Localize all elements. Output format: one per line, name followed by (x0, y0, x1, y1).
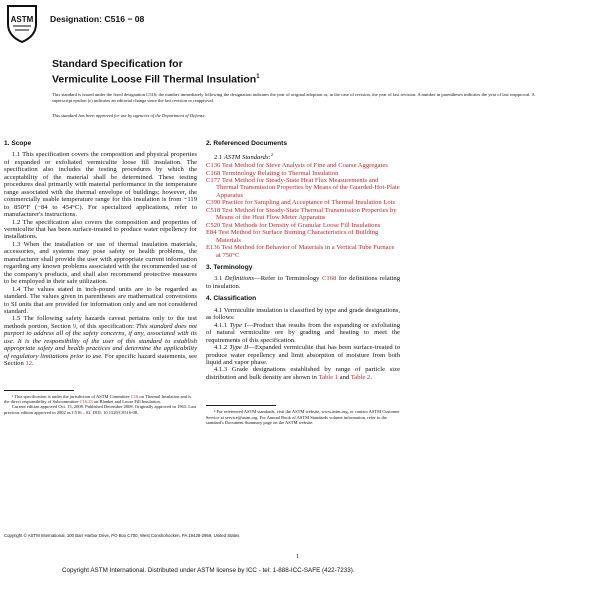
paragraph-4-1-2: 4.1.2 Type II—Expanded vermiculite that has been surface-treated to produce water repellency and limit absorption of moisture from both liquid and vapor phase. (206, 344, 401, 366)
paragraph-3-1: 3.1 Definitions—Refer to Terminology C168 for definitions relating to insulation. (206, 275, 400, 290)
astm-standards-label: 2.1 ASTM Standards:$^2$ (214, 152, 273, 162)
title-line-1: Standard Specification for (52, 58, 183, 70)
issuance-note: This standard is issued under the fixed designation C516; the number immediately following the designation indicates the year of original adoption or, in the case of revision, the year of last revision. A number in parentheses indicates the year of last reapproval. A superscript epsilon (ε) indicates an editorial change since the last revision or reapproval. (52, 92, 535, 103)
section-9-link[interactable]: 9 (72, 322, 76, 330)
astm-logo (4, 4, 40, 44)
footnote-rule (4, 390, 74, 391)
footnote-1: ¹ This specification is under the jurisdiction of ASTM Committee C16 on Thermal Insulation and is the direct responsibility of Subcommittee C16.23 on Blanket and Loose Fill Insulation. (4, 393, 192, 404)
title-line-2: Vermiculite Loose Fill Thermal Insulation$^1$ (52, 73, 260, 85)
copyright-line: Copyright © ASTM International, 100 Barr Harbor Drive, PO Box C700, West Conshohocken, PA 19428-2959, United States (4, 533, 240, 538)
reference-title: Test Method for Steady-State Heat Flux Measurements and Thermal Transmission Properties by Means of the Guarded-Hot-Plate Apparatus (216, 177, 400, 199)
table-2-link[interactable]: Table 2 (350, 373, 371, 381)
terminology-heading: 3. Terminology (206, 263, 253, 271)
reference-title: Test Method for Sieve Analysis of Fine and Coarse Aggregates (221, 162, 388, 170)
reference-item (206, 207, 400, 222)
document-title (52, 58, 482, 86)
paragraph-1-4: 1.4 The values stated in inch-pound units are to be regarded as standard. The values given in parentheses are mathematical conversions to SI units that are provided for information only and are not considered standard. (4, 285, 197, 315)
reference-code-link[interactable]: E136 (206, 244, 220, 252)
classification-heading: 4. Classification (206, 295, 257, 303)
reference-code-link[interactable]: E84 (206, 229, 217, 237)
table-1-link[interactable]: Table 1 (318, 373, 339, 381)
reference-item (206, 162, 400, 169)
footnote-rule-2 (206, 405, 276, 406)
paragraph-1-2: 1.2 The specification also covers the composition and properties of vermiculite that has been surface-treated to produce water repellency for installations. (4, 218, 197, 241)
paragraph-4-1-1: 4.1.1 Type I—Product that results from the expanding or exfoliating of natural vermiculite ore by grading and heating to meet the requirements of this specification. (206, 321, 401, 344)
reference-code-link[interactable]: C168 (206, 169, 221, 177)
reference-code-link[interactable]: C390 (206, 199, 221, 207)
reference-item (206, 177, 400, 199)
reference-title: Test Method for Surface Burning Characteristics of Building Materials (216, 229, 379, 244)
reference-code-link[interactable]: C177 (206, 177, 221, 184)
svg-text:ASTM: ASTM (10, 15, 34, 24)
reference-title: Practice for Sampling and Acceptance of Thermal Insulation Lots (221, 199, 396, 207)
reference-title: Test Method for Behavior of Materials in a Vertical Tube Furnace at 750°C (216, 244, 395, 259)
designation: Designation: C516 − 08 (50, 14, 145, 24)
section-12-link[interactable]: 12 (25, 360, 33, 368)
reference-item (206, 244, 400, 259)
approval-note: This standard has been approved for use by agencies of the Department of Defense. (52, 113, 206, 118)
reference-item (206, 170, 400, 177)
paragraph-1-3: 1.3 When the installation or use of thermal insulation materials, accessories, and systems may pose safety or health problems, the manufacturer shall provide the user with appropriate current information regarding any known problems associated with the recommended use of the company's products, and shall also recommend protective measures to be employed in their safe utilization. (4, 240, 197, 286)
paragraph-4-1: 4.1 Vermiculite insulation is classified by type and grade designations, as follows: (206, 306, 400, 322)
paragraph-1-5: 1.5 The following safety hazards caveat pertains only to the test methods portion, Section 9, of this specification: This standard does not purport to address all of the safety concerns, if any, associated with its use. It is the responsibility of the user of this standard to establish appropriate safety and health practices and determine the applicability of regulatory limitations prior to use. For specific hazard statements, see Section 12. (4, 315, 198, 368)
reference-code-link[interactable]: C520 (206, 221, 221, 229)
reference-item (206, 199, 400, 206)
left-column (4, 140, 197, 415)
reference-title: Test Methods for Density of Granular Loose Fill Insulations (221, 221, 381, 229)
reference-list (206, 162, 400, 259)
reference-code-link[interactable]: C136 (206, 162, 221, 170)
footnote-1-edition: Current edition approved Oct. 15, 2008. Published December 2008. Originally approved in 1963. Last previous edition approved in 2002 as C516 – 02. DOI: 10.1520/C0516-08. (4, 404, 196, 415)
reference-title: Test Method for Steady-State Thermal Transmission Properties by Means of the Heat Flow Meter Apparatus (216, 206, 397, 222)
paragraph-1-1: 1.1 This specification covers the composition and physical properties of expanded or exfoliated vermiculite loose fill insulation. The specification also includes the testing procedures by which the acceptability of the material shall be determined. These testing procedures deal primarily with material performance in the temperature range associated with the thermal envelope of buildings; however, the commercially usable temperature range for this insulation is from −119 to 850°F (−84 to 454°C). For specialized applications, refer to manufacturer's instructions. (4, 151, 197, 219)
page-number: 1 (296, 553, 300, 560)
references-heading: 2. Referenced Documents (206, 140, 287, 147)
reference-item (206, 222, 400, 229)
right-column (206, 140, 400, 426)
c16-link[interactable]: C16 (130, 393, 139, 399)
c16-23-link[interactable]: C16.23 (79, 399, 93, 404)
reference-code-link[interactable]: C518 (206, 206, 221, 214)
paragraph-4-1-3: 4.1.3 Grade designations established by range of particle size distribution and bulk density are shown in Table 1 and Table 2. (206, 366, 400, 381)
reference-title: Terminology Relating to Thermal Insulation (221, 169, 339, 177)
c168-link[interactable]: C168 (322, 275, 337, 283)
license-footer: Copyright ASTM International. Distributed under ASTM license by ICC - tel: 1-888-ICC-SAFE (422-7233). (62, 567, 355, 574)
footnote-2: ² For referenced ASTM standards, visit the ASTM website, www.astm.org, or contact ASTM Customer Service at service@astm.org. For Annual Book of ASTM Standards volume information, refer to the standard's Document Summary page on the ASTM website. (206, 409, 400, 426)
reference-item (206, 229, 400, 244)
scope-heading: 1. Scope (4, 140, 32, 147)
